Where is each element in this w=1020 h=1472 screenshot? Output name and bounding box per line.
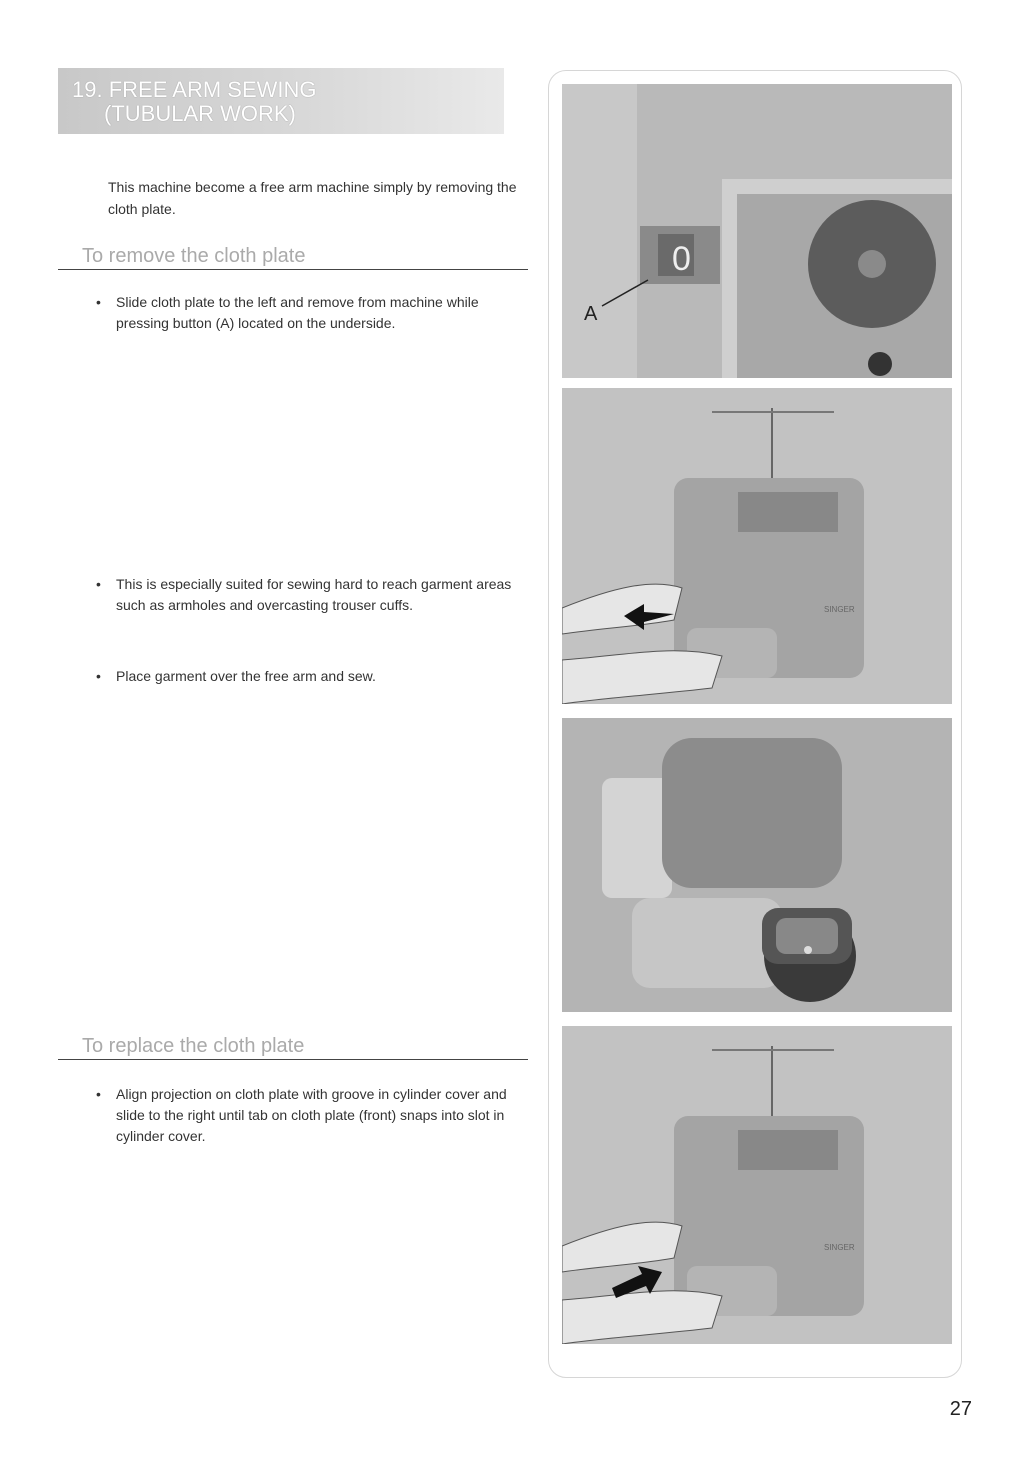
replace-heading: To replace the cloth plate: [58, 1034, 528, 1060]
label-a: A: [584, 303, 598, 325]
dial-value: 0: [672, 240, 691, 278]
section-title-line2: (TUBULAR WORK): [104, 101, 296, 126]
replace-bullet-1: • Align projection on cloth plate with groove in cylinder cover and slide to the right until tab on cloth plate (front) snaps into slot in cylinder cover.: [96, 1084, 528, 1147]
remove-heading: To remove the cloth plate: [58, 244, 528, 270]
figure-free-arm: [562, 718, 952, 1012]
page-number: 27: [949, 1398, 972, 1420]
section-title: [58, 68, 504, 134]
figure-remove-plate: [562, 388, 952, 704]
figure-button-a: [562, 84, 952, 378]
intro-text: This machine become a free arm machine simply by removing the cloth plate.: [108, 179, 517, 217]
remove-bullet-3: • Place garment over the free arm and sew.: [96, 666, 528, 687]
section-title-line1: 19. FREE ARM SEWING: [72, 77, 317, 102]
brand-mark-2: SINGER: [824, 1243, 855, 1252]
remove-bullet-2: • This is especially suited for sewing hard to reach garment areas such as armholes and overcasting trouser cuffs.: [96, 574, 528, 616]
remove-bullet-1: • Slide cloth plate to the left and remove from machine while pressing button (A) located on the underside.: [96, 292, 528, 334]
figure-replace-plate: [562, 1026, 952, 1344]
brand-mark-1: SINGER: [824, 605, 855, 614]
